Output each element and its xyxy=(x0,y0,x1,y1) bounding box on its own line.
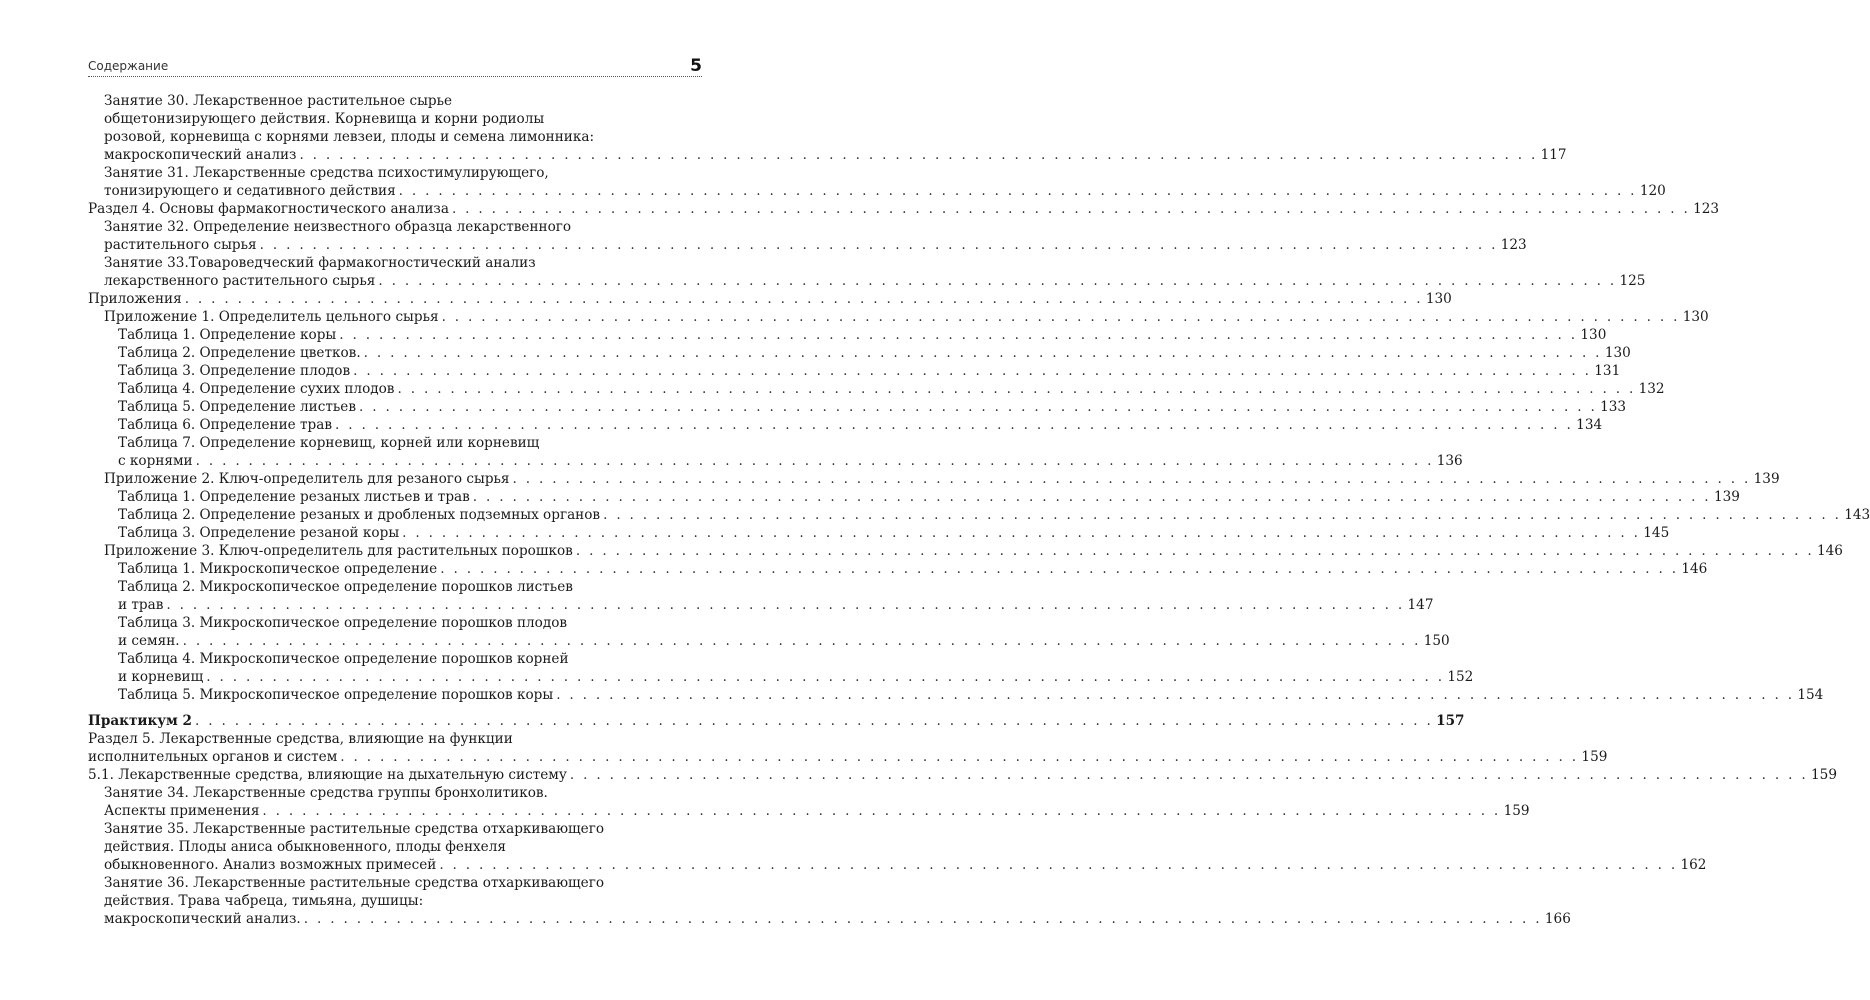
toc-entry-line-text: действия. Трава чабреца, тимьяна, душицы: xyxy=(104,893,424,909)
toc-entry[interactable] xyxy=(88,560,1708,578)
toc-entry[interactable] xyxy=(88,344,1631,362)
toc-entry[interactable] xyxy=(88,200,1720,218)
toc-entry[interactable] xyxy=(88,308,1709,326)
toc-page-number: 123 xyxy=(1500,237,1527,253)
toc-entry-line-text: тонизирующего и седативного действия xyxy=(104,183,396,199)
toc-entry[interactable] xyxy=(88,290,1452,308)
toc-page-number: 131 xyxy=(1594,363,1621,379)
toc-entry-text xyxy=(104,820,1706,874)
toc-entry[interactable] xyxy=(88,730,1608,766)
toc-entry-line xyxy=(118,398,1626,416)
toc-entry-line xyxy=(104,128,1567,146)
toc-entry-line-text: Таблица 5. Определение листьев xyxy=(118,399,356,415)
toc-entry-text xyxy=(118,578,1433,614)
toc-entry-line xyxy=(104,254,1645,272)
section-gap xyxy=(88,704,698,712)
toc-page-number: 123 xyxy=(1693,201,1720,217)
toc-page-number: 143 xyxy=(1844,507,1870,523)
toc-entry[interactable] xyxy=(88,524,1670,542)
toc-entry-text xyxy=(88,200,1719,218)
toc-entry-line xyxy=(118,380,1665,398)
toc-entry-line-text: Таблица 4. Микроскопическое определение порошков корней xyxy=(118,651,569,667)
toc-entry-line xyxy=(118,524,1669,542)
section-title: Содержание xyxy=(88,59,169,73)
toc-entry-line-text: и трав xyxy=(118,597,164,613)
toc-entry[interactable] xyxy=(88,686,1824,704)
dot-leader xyxy=(299,146,1537,164)
toc-entry-line xyxy=(118,326,1606,344)
toc-entry[interactable] xyxy=(88,578,1434,614)
toc-entry-line xyxy=(88,290,1452,308)
dot-leader xyxy=(473,488,1711,506)
dot-leader xyxy=(166,596,1404,614)
toc-entry-text xyxy=(104,254,1645,290)
toc-page-number: 139 xyxy=(1753,471,1780,487)
toc-entry-line xyxy=(104,182,1666,200)
toc-entry-text xyxy=(118,614,1450,650)
toc-entry-line-text: Занятие 36. Лекарственные растительные средства отхаркивающего xyxy=(104,875,605,891)
dot-leader xyxy=(195,712,1433,730)
toc-entry-line-text: Практикум 2 xyxy=(88,713,192,729)
toc-entry-line xyxy=(118,506,1870,524)
toc-entry-text xyxy=(118,488,1740,506)
toc-page-number: 154 xyxy=(1797,687,1824,703)
toc-entry-text xyxy=(104,874,1571,928)
toc-entry-line-text: Занятие 34. Лекарственные средства группы бронхолитиков. xyxy=(104,785,548,801)
toc-entry-line xyxy=(118,344,1631,362)
toc-entry-line-text: Таблица 7. Определение корневищ, корней или корневищ xyxy=(118,435,540,451)
toc-page-number: 159 xyxy=(1581,749,1608,765)
toc-entry-line xyxy=(104,542,1843,560)
toc-page-number: 145 xyxy=(1643,525,1670,541)
toc-page-number: 166 xyxy=(1544,911,1571,927)
dot-leader xyxy=(262,802,1500,820)
dot-leader xyxy=(185,290,1423,308)
dot-leader xyxy=(335,416,1573,434)
dot-leader xyxy=(399,182,1637,200)
table-of-contents xyxy=(88,92,1870,928)
toc-entry-line xyxy=(88,712,1465,730)
toc-page-number: 130 xyxy=(1604,345,1631,361)
toc-entry-text xyxy=(118,506,1870,524)
toc-entry-line-text: Таблица 2. Микроскопическое определение порошков листьев xyxy=(118,579,573,595)
toc-entry-line-text: с корнями xyxy=(118,453,193,469)
toc-entry-text xyxy=(104,542,1843,560)
toc-page-number: 146 xyxy=(1681,561,1708,577)
dot-leader xyxy=(340,748,1578,766)
toc-page-number: 130 xyxy=(1682,309,1709,325)
toc-entry-text xyxy=(88,712,1465,730)
toc-entry-line xyxy=(104,164,1666,182)
toc-entry[interactable] xyxy=(88,380,1665,398)
toc-entry-line-text: растительного сырья xyxy=(104,237,257,253)
toc-entry[interactable] xyxy=(88,650,1474,686)
toc-entry-line xyxy=(104,92,1567,110)
toc-entry-line-text: и семян. xyxy=(118,633,180,649)
dot-leader xyxy=(439,856,1677,874)
toc-entry-text xyxy=(118,434,1463,470)
toc-entry-line-text: Таблица 5. Микроскопическое определение порошков коры xyxy=(118,687,554,703)
toc-page-number: 147 xyxy=(1407,597,1434,613)
toc-entry[interactable] xyxy=(88,398,1627,416)
toc-entry-line-text: общетонизирующего действия. Корневища и корни родиолы xyxy=(104,111,545,127)
toc-page-number: 125 xyxy=(1619,273,1646,289)
dot-leader xyxy=(364,344,1602,362)
page-number: 5 xyxy=(690,56,702,76)
toc-entry-line xyxy=(88,748,1607,766)
dot-leader xyxy=(206,668,1444,686)
toc-entry[interactable] xyxy=(88,218,1527,254)
toc-page-number: 132 xyxy=(1638,381,1665,397)
toc-entry-line xyxy=(118,632,1450,650)
toc-entry-line xyxy=(118,686,1823,704)
dot-leader xyxy=(339,326,1577,344)
toc-entry[interactable] xyxy=(88,614,1450,650)
toc-entry[interactable] xyxy=(88,164,1666,200)
toc-entry-text xyxy=(88,766,1837,784)
toc-entry-text xyxy=(118,560,1707,578)
toc-entry-line xyxy=(104,874,1571,892)
toc-entry[interactable] xyxy=(88,326,1607,344)
toc-entry-line xyxy=(104,308,1709,326)
toc-entry-line-text: Таблица 2. Определение резаных и дробленых подземных органов xyxy=(118,507,601,523)
toc-entry-line xyxy=(118,560,1707,578)
dot-leader xyxy=(442,308,1680,326)
toc-entry[interactable] xyxy=(88,712,1465,730)
running-header xyxy=(88,54,702,77)
dot-leader xyxy=(513,470,1751,488)
dot-leader xyxy=(440,560,1678,578)
toc-entry-line xyxy=(118,488,1740,506)
toc-entry-line xyxy=(88,730,1607,748)
toc-entry-text xyxy=(118,326,1606,344)
toc-page-number: 120 xyxy=(1639,183,1666,199)
toc-page-number: 130 xyxy=(1425,291,1452,307)
toc-entry-line-text: Раздел 4. Основы фармакогностического анализа xyxy=(88,201,449,217)
toc-entry[interactable] xyxy=(88,470,1780,488)
toc-entry[interactable] xyxy=(88,784,1530,820)
toc-page-number: 130 xyxy=(1580,327,1607,343)
toc-entry-line-text: действия. Плоды аниса обыкновенного, плоды фенхеля xyxy=(104,839,506,855)
toc-page-number: 162 xyxy=(1680,857,1707,873)
toc-entry-line xyxy=(118,668,1473,686)
toc-entry-text xyxy=(118,344,1631,362)
toc-entry-line xyxy=(104,892,1571,910)
toc-entry-line xyxy=(118,578,1433,596)
toc-entry-line-text: исполнительных органов и систем xyxy=(88,749,338,765)
toc-entry-line-text: Таблица 3. Определение резаной коры xyxy=(118,525,400,541)
dot-leader xyxy=(570,766,1808,784)
dot-leader xyxy=(397,380,1635,398)
toc-entry-line-text: Приложение 2. Ключ-определитель для резаного сырья xyxy=(104,471,510,487)
toc-entry[interactable] xyxy=(88,254,1646,290)
toc-entry-line-text: Таблица 6. Определение трав xyxy=(118,417,333,433)
toc-entry-line-text: 5.1. Лекарственные средства, влияющие на дыхательную систему xyxy=(88,767,567,783)
toc-entry-line-text: Таблица 1. Определение резаных листьев и трав xyxy=(118,489,470,505)
toc-entry-line-text: Приложение 1. Определитель цельного сырья xyxy=(104,309,439,325)
toc-page-number: 139 xyxy=(1713,489,1740,505)
dot-leader xyxy=(556,686,1794,704)
toc-entry-line xyxy=(104,272,1645,290)
toc-entry-line xyxy=(118,596,1433,614)
toc-entry[interactable] xyxy=(88,416,1603,434)
toc-entry-text xyxy=(118,398,1626,416)
dot-leader xyxy=(576,542,1814,560)
toc-entry-line-text: макроскопический анализ xyxy=(104,147,297,163)
toc-entry-line-text: лекарственного растительного сырья xyxy=(104,273,376,289)
toc-entry-line xyxy=(118,452,1463,470)
toc-entry-text xyxy=(118,380,1665,398)
toc-entry[interactable] xyxy=(88,488,1740,506)
toc-entry-text xyxy=(104,92,1567,164)
toc-entry[interactable] xyxy=(88,766,1837,784)
toc-entry-line-text: и корневищ xyxy=(118,669,204,685)
toc-entry-line xyxy=(118,650,1473,668)
toc-entry-line-text: Таблица 3. Микроскопическое определение порошков плодов xyxy=(118,615,568,631)
toc-entry-line xyxy=(104,236,1527,254)
toc-entry-text xyxy=(88,290,1452,308)
toc-entry-text xyxy=(88,730,1607,766)
toc-entry-text xyxy=(104,470,1780,488)
dot-leader xyxy=(260,236,1498,254)
toc-entry-line xyxy=(104,802,1530,820)
toc-page-number: 117 xyxy=(1540,147,1567,163)
toc-entry-text xyxy=(104,308,1709,326)
dot-leader xyxy=(304,910,1542,928)
toc-entry[interactable] xyxy=(88,820,1707,874)
dot-leader xyxy=(378,272,1616,290)
toc-entry-line-text: Таблица 3. Определение плодов xyxy=(118,363,351,379)
toc-entry-text xyxy=(104,164,1666,200)
toc-entry-text xyxy=(118,524,1669,542)
dot-leader xyxy=(402,524,1640,542)
toc-entry-line xyxy=(104,910,1571,928)
toc-entry[interactable] xyxy=(88,92,1567,164)
toc-entry-text xyxy=(118,686,1823,704)
toc-entry-line-text: макроскопический анализ. xyxy=(104,911,301,927)
toc-page-number: 152 xyxy=(1447,669,1474,685)
toc-entry-line-text: обыкновенного. Анализ возможных примесей xyxy=(104,857,437,873)
toc-page-number: 136 xyxy=(1436,453,1463,469)
toc-entry-line-text: Приложения xyxy=(88,291,182,307)
dot-leader xyxy=(353,362,1591,380)
toc-entry-line xyxy=(104,146,1567,164)
toc-entry-line xyxy=(118,362,1620,380)
toc-entry-line-text: Раздел 5. Лекарственные средства, влияющие на функции xyxy=(88,731,513,747)
toc-entry[interactable] xyxy=(88,362,1621,380)
toc-entry-line xyxy=(104,218,1527,236)
toc-entry-line xyxy=(118,614,1450,632)
toc-entry-text xyxy=(118,362,1620,380)
toc-entry-line-text: Занятие 30. Лекарственное растительное сырье xyxy=(104,93,453,109)
toc-entry-line-text: Занятие 32. Определение неизвестного образца лекарственного xyxy=(104,219,572,235)
toc-page-number: 157 xyxy=(1436,713,1465,729)
toc-entry-line-text: Занятие 35. Лекарственные растительные средства отхаркивающего xyxy=(104,821,605,837)
toc-page-number: 146 xyxy=(1816,543,1843,559)
toc-entry-line xyxy=(88,766,1837,784)
dot-leader xyxy=(196,452,1434,470)
dot-leader xyxy=(183,632,1421,650)
toc-entry-line-text: Аспекты применения xyxy=(104,803,260,819)
toc-entry-line xyxy=(104,820,1706,838)
toc-entry-line-text: Таблица 1. Определение коры xyxy=(118,327,337,343)
toc-entry-line xyxy=(88,200,1719,218)
toc-entry-line xyxy=(104,110,1567,128)
toc-entry-text xyxy=(104,784,1530,820)
toc-page-number: 150 xyxy=(1423,633,1450,649)
toc-entry[interactable] xyxy=(88,506,1870,524)
toc-entry-line xyxy=(104,784,1530,802)
toc-page-number: 133 xyxy=(1600,399,1627,415)
toc-entry-text xyxy=(118,650,1473,686)
dot-leader xyxy=(603,506,1841,524)
toc-entry-text xyxy=(118,416,1602,434)
toc-entry-line xyxy=(104,856,1706,874)
toc-page-number: 159 xyxy=(1503,803,1530,819)
toc-entry-line-text: Занятие 33.Товароведческий фармакогностический анализ xyxy=(104,255,536,271)
toc-entry-line-text: Таблица 1. Микроскопическое определение xyxy=(118,561,438,577)
toc-entry-line xyxy=(118,416,1602,434)
toc-entry-line-text: Приложение 3. Ключ-определитель для растительных порошков xyxy=(104,543,573,559)
toc-page-number: 134 xyxy=(1576,417,1603,433)
toc-entry[interactable] xyxy=(88,874,1571,928)
toc-entry[interactable] xyxy=(88,542,1843,560)
toc-entry-line xyxy=(104,470,1780,488)
toc-entry[interactable] xyxy=(88,434,1463,470)
toc-entry-line xyxy=(118,434,1463,452)
toc-entry-line xyxy=(104,838,1706,856)
dot-leader xyxy=(452,200,1690,218)
toc-entry-line-text: розовой, корневища с корнями левзеи, плоды и семена лимонника: xyxy=(104,129,595,145)
toc-entry-line-text: Занятие 31. Лекарственные средства психостимулирующего, xyxy=(104,165,549,181)
toc-entry-text xyxy=(104,218,1527,254)
toc-page-number: 159 xyxy=(1811,767,1837,783)
toc-entry-line-text: Таблица 4. Определение сухих плодов xyxy=(118,381,395,397)
dot-leader xyxy=(359,398,1597,416)
toc-entry-line-text: Таблица 2. Определение цветков. xyxy=(118,345,361,361)
